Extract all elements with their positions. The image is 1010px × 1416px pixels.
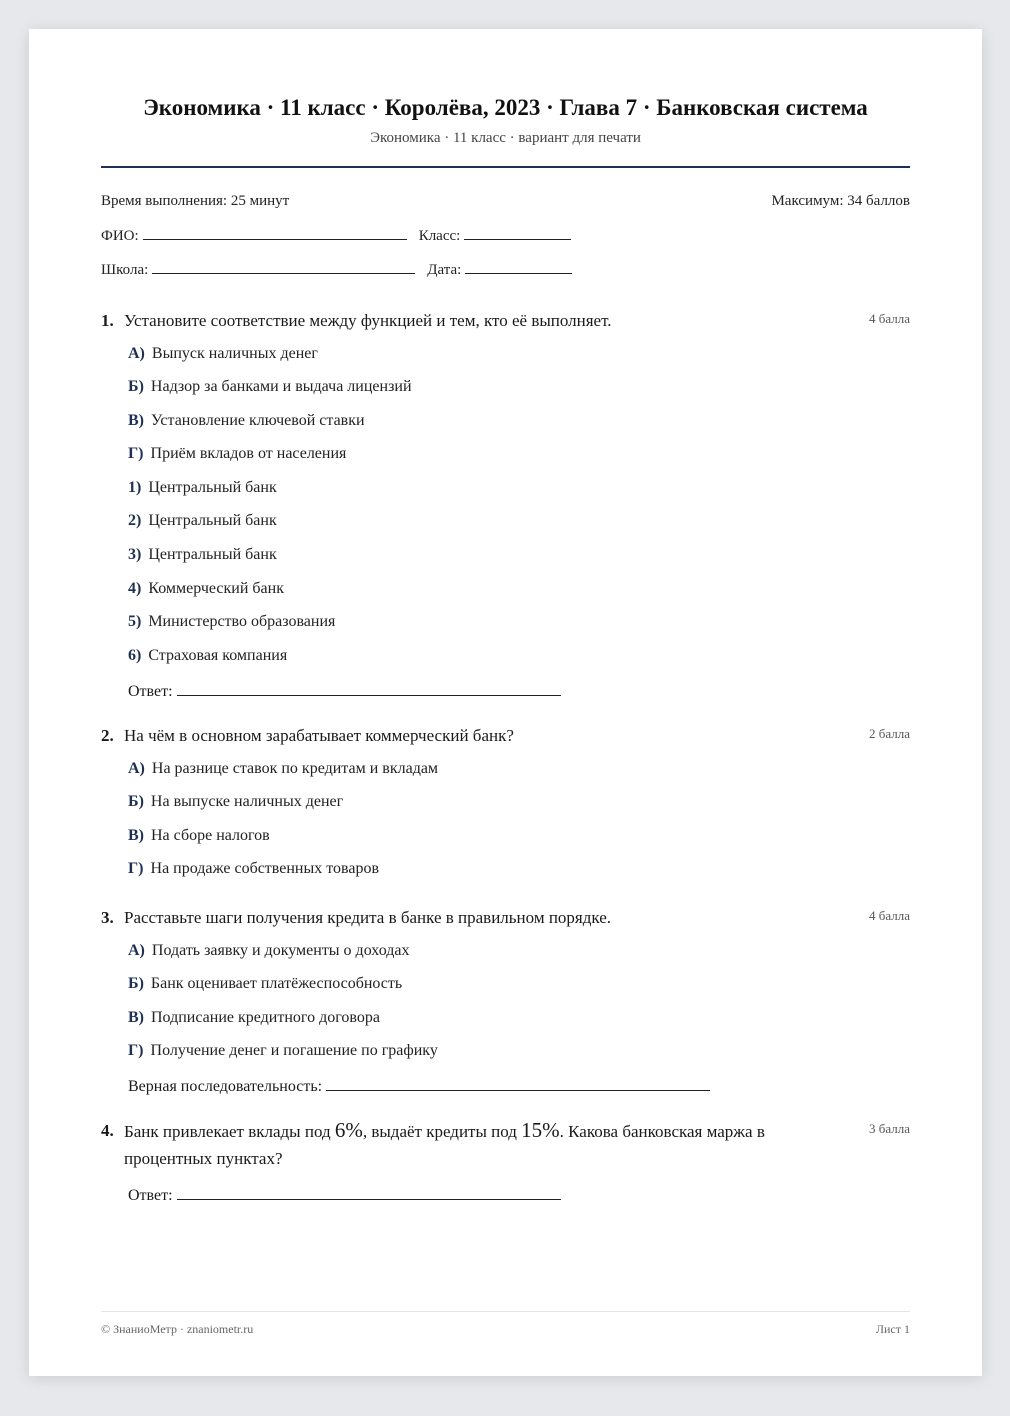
question-4-header [101,1117,910,1172]
page-title: Экономика · 11 класс · Королёва, 2023 · Глава 7 · Банковская система [143,95,868,120]
option-label: 3) [128,546,142,563]
option-text: Центральный банк [148,479,277,496]
question-4 [101,1117,910,1204]
option [128,942,409,960]
option [128,1009,380,1027]
fio-label: ФИО: [101,228,139,244]
fio-input-line[interactable] [143,225,407,240]
class-input-line[interactable] [464,225,571,240]
option [128,613,335,631]
option [128,412,365,430]
option [128,378,412,396]
option-label: А) [128,760,145,777]
option-label: 1) [128,479,142,496]
option [128,580,284,598]
answer-row [128,681,573,701]
class-label: Класс: [418,228,461,244]
page-footer [101,1322,910,1337]
option-text: Страховая компания [148,647,288,664]
meta-row [101,193,910,210]
option-label: Б) [128,975,144,992]
question-2-header [101,722,910,749]
option [128,1042,438,1060]
option [128,512,277,530]
school-input-line[interactable] [152,259,415,274]
option [128,546,277,564]
time-limit: Время выполнения: 25 минут [101,193,290,209]
footer-divider [101,1311,910,1312]
option-text: Подать заявку и документы о доходах [151,942,410,959]
question-text-part: . Какова банковская маржа в процентных пунктах? [124,1122,765,1168]
worksheet-page [29,29,982,1376]
sequence-answer-input-line[interactable] [326,1076,710,1091]
option-label: А) [128,345,145,362]
date-input-line[interactable] [465,259,572,274]
option-text: Получение денег и погашение по графику [150,1042,438,1059]
option-text: На продаже собственных товаров [150,860,380,877]
option [128,975,402,993]
student-fields-row-2 [101,259,584,279]
question-points: 3 балла [869,1121,910,1136]
student-fields-row-1 [101,225,583,245]
option-label: Б) [128,793,144,810]
option-text: Приём вкладов от населения [150,445,347,462]
question-text-part: Банк привлекает вклады под [124,1122,335,1141]
footer-copyright: © ЗнаниоМетр · znaniometr.ru [101,1322,254,1336]
option-label: Б) [128,378,144,395]
option-label: В) [128,1009,144,1026]
page-content [101,29,910,1376]
date-label: Дата: [427,262,462,278]
option-text: Установление ключевой ставки [151,412,365,429]
option-text: На разнице ставок по кредитам и вкладам [151,760,439,777]
option-label: В) [128,412,144,429]
option-label: Г) [128,1042,144,1059]
answer-label: Ответ: [128,683,173,700]
option-label: 6) [128,647,142,664]
answer-input-line[interactable] [177,681,561,696]
header-divider [101,166,910,168]
option-text: На выпуске наличных денег [150,793,344,810]
deposit-rate-value: 6% [334,1118,363,1142]
max-score: Максимум: 34 баллов [771,193,910,209]
question-text: Расставьте шаги получения кредита в банке в правильном порядке. [124,908,612,927]
question-text: Установите соответствие между функцией и тем, кто её выполняет. [124,311,612,330]
option-text: Выпуск наличных денег [151,345,318,362]
option-text: Подписание кредитного договора [151,1009,380,1026]
question-number: 4. [101,1121,114,1140]
option-label: Г) [128,445,144,462]
option-label: Г) [128,860,144,877]
option-text: Банк оценивает платёжеспособность [150,975,403,992]
option-text: Надзор за банками и выдача лицензий [150,378,412,395]
option [128,860,379,878]
answer-row [128,1185,573,1205]
option-text: Центральный банк [148,546,277,563]
question-1-header [101,307,910,334]
option [128,760,438,778]
option-label: В) [128,827,144,844]
question-3 [101,904,910,1095]
option-label: 2) [128,512,142,529]
option-label: 4) [128,580,142,597]
question-points: 2 балла [869,726,910,741]
question-number: 1. [101,311,114,330]
answer-label: Ответ: [128,1187,173,1204]
option [128,479,277,497]
page-number: Лист 1 [875,1322,910,1336]
option [128,647,287,665]
question-points: 4 балла [869,908,910,923]
option-text: Министерство образования [148,613,336,630]
page-subtitle: Экономика · 11 класс · вариант для печати [370,130,641,146]
option [128,445,346,463]
sequence-answer-row [128,1076,722,1096]
question-number: 3. [101,908,114,927]
question-text-part: , выдаёт кредиты под [362,1122,522,1141]
loan-rate-value: 15% [521,1118,560,1142]
option-text: Центральный банк [148,512,277,529]
question-2 [101,722,910,877]
question-points: 4 балла [869,311,910,326]
option [128,793,343,811]
sequence-answer-label: Верная последовательность: [128,1078,323,1095]
school-label: Школа: [101,262,149,278]
option [128,345,318,363]
option [128,827,270,845]
question-3-header [101,904,910,931]
question-1 [101,307,910,700]
option-text: Коммерческий банк [148,580,284,597]
option-label: А) [128,942,145,959]
question-text: На чём в основном зарабатывает коммерческий банк? [124,726,514,745]
answer-input-line[interactable] [177,1185,561,1200]
option-label: 5) [128,613,142,630]
question-number: 2. [101,726,114,745]
option-text: На сборе налогов [151,827,270,844]
